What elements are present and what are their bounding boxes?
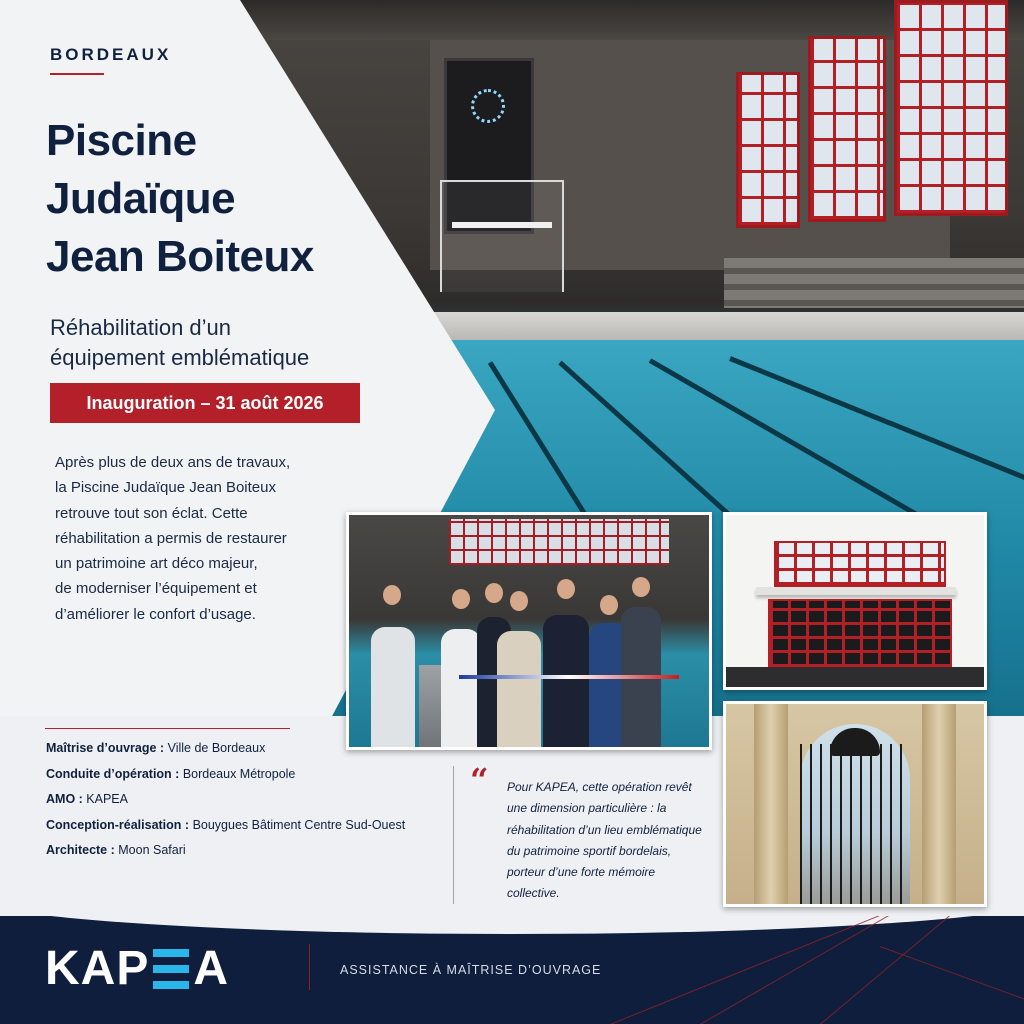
entrance-gate-photo xyxy=(723,701,987,907)
person xyxy=(543,615,589,747)
credit-label: AMO : xyxy=(46,792,83,807)
facade-window-lower xyxy=(768,599,952,669)
quote-line: porteur d’une forte mémoire xyxy=(507,865,656,880)
credit-value: Bouygues Bâtiment Centre Sud-Ouest xyxy=(192,817,406,832)
person-head xyxy=(452,589,470,609)
red-window-2 xyxy=(808,36,886,222)
intro-line: d’améliorer le confort d’usage. xyxy=(55,605,256,623)
intro-line: Après plus de deux ans de travaux, xyxy=(55,454,291,471)
diving-platform xyxy=(440,180,564,292)
subtitle-line: Réhabilitation d’un xyxy=(50,315,232,340)
facade-photo xyxy=(723,512,987,690)
quote-line: Pour KAPEA, cette opération revêt xyxy=(507,780,692,794)
quote-mark-icon: “ xyxy=(470,761,489,799)
subtitle xyxy=(50,313,410,373)
logo-text-left: KAP xyxy=(45,942,150,995)
credit-label: Conduite d’opération : xyxy=(46,766,180,781)
intro-line: un patrimoine art déco majeur, xyxy=(55,555,258,573)
credit-label: Maîtrise d’ouvrage : xyxy=(46,741,165,755)
city-underline xyxy=(50,73,104,75)
quote-divider xyxy=(453,766,454,904)
credit-row xyxy=(46,818,456,844)
credit-row xyxy=(46,792,456,818)
ribbon-cutting-photo xyxy=(346,512,712,750)
logo-divider xyxy=(309,944,310,990)
person xyxy=(371,627,415,747)
city-label: BORDEAUX xyxy=(50,45,172,64)
photo-windows xyxy=(449,519,669,565)
intro-paragraph xyxy=(55,450,335,627)
person-head xyxy=(632,577,650,597)
logo-text-right: A xyxy=(193,942,230,995)
red-window-3 xyxy=(894,0,1008,216)
facade-base xyxy=(726,667,984,687)
credit-label: Architecte : xyxy=(46,843,115,858)
credit-value: KAPEA xyxy=(86,792,128,807)
footer-accent-line xyxy=(700,916,960,1024)
facade-window-upper xyxy=(774,541,946,587)
iron-gate xyxy=(800,744,910,904)
spectator-stands xyxy=(724,258,1024,308)
inauguration-badge: Inauguration – 31 août 2026 xyxy=(50,383,360,423)
person xyxy=(497,631,541,747)
logo-e-icon xyxy=(153,949,189,989)
credit-value: Ville de Bordeaux xyxy=(167,741,266,755)
intro-line: de moderniser l’équipement et xyxy=(55,580,257,598)
quote-line: collective. xyxy=(507,886,560,901)
title-line: Piscine xyxy=(46,116,197,165)
credit-value: Bordeaux Métropole xyxy=(182,766,296,781)
title-line: Jean Boiteux xyxy=(46,232,314,281)
quote-text xyxy=(507,777,717,905)
red-window-1 xyxy=(736,72,800,228)
person-head xyxy=(485,583,503,603)
credit-label: Conception-réalisation : xyxy=(46,817,190,832)
person-head xyxy=(557,579,575,599)
stone-column xyxy=(754,704,788,904)
person xyxy=(441,629,481,747)
stone-column xyxy=(922,704,956,904)
person-head xyxy=(600,595,618,615)
credit-row xyxy=(46,767,456,793)
person-head xyxy=(383,585,401,605)
facade-ledge xyxy=(756,587,956,595)
quote-line: réhabilitation d’un lieu emblématique xyxy=(507,822,702,837)
person-head xyxy=(510,591,528,611)
intro-line: retrouve tout son éclat. Cette xyxy=(55,504,248,522)
credit-row xyxy=(46,843,456,869)
quote-line: du patrimoine sportif bordelais, xyxy=(507,843,672,858)
intro-line: réhabilitation a permis de restaurer xyxy=(55,529,287,547)
footer-accent-line xyxy=(880,946,1024,1002)
subtitle-line: équipement emblématique xyxy=(50,345,310,370)
kapea-logo xyxy=(45,943,229,993)
tagline: ASSISTANCE À MAÎTRISE D’OUVRAGE xyxy=(340,963,602,977)
title-line: Judaïque xyxy=(46,174,236,223)
tricolour-ribbon xyxy=(459,675,679,679)
footer-accent-line xyxy=(820,916,989,1024)
quote-line: une dimension particulière : la xyxy=(507,801,667,816)
credits-divider xyxy=(45,728,290,729)
credit-value: Moon Safari xyxy=(118,843,186,858)
project-credits xyxy=(46,741,456,869)
intro-line: la Piscine Judaïque Jean Boiteux xyxy=(55,479,276,497)
page-title xyxy=(46,112,426,286)
